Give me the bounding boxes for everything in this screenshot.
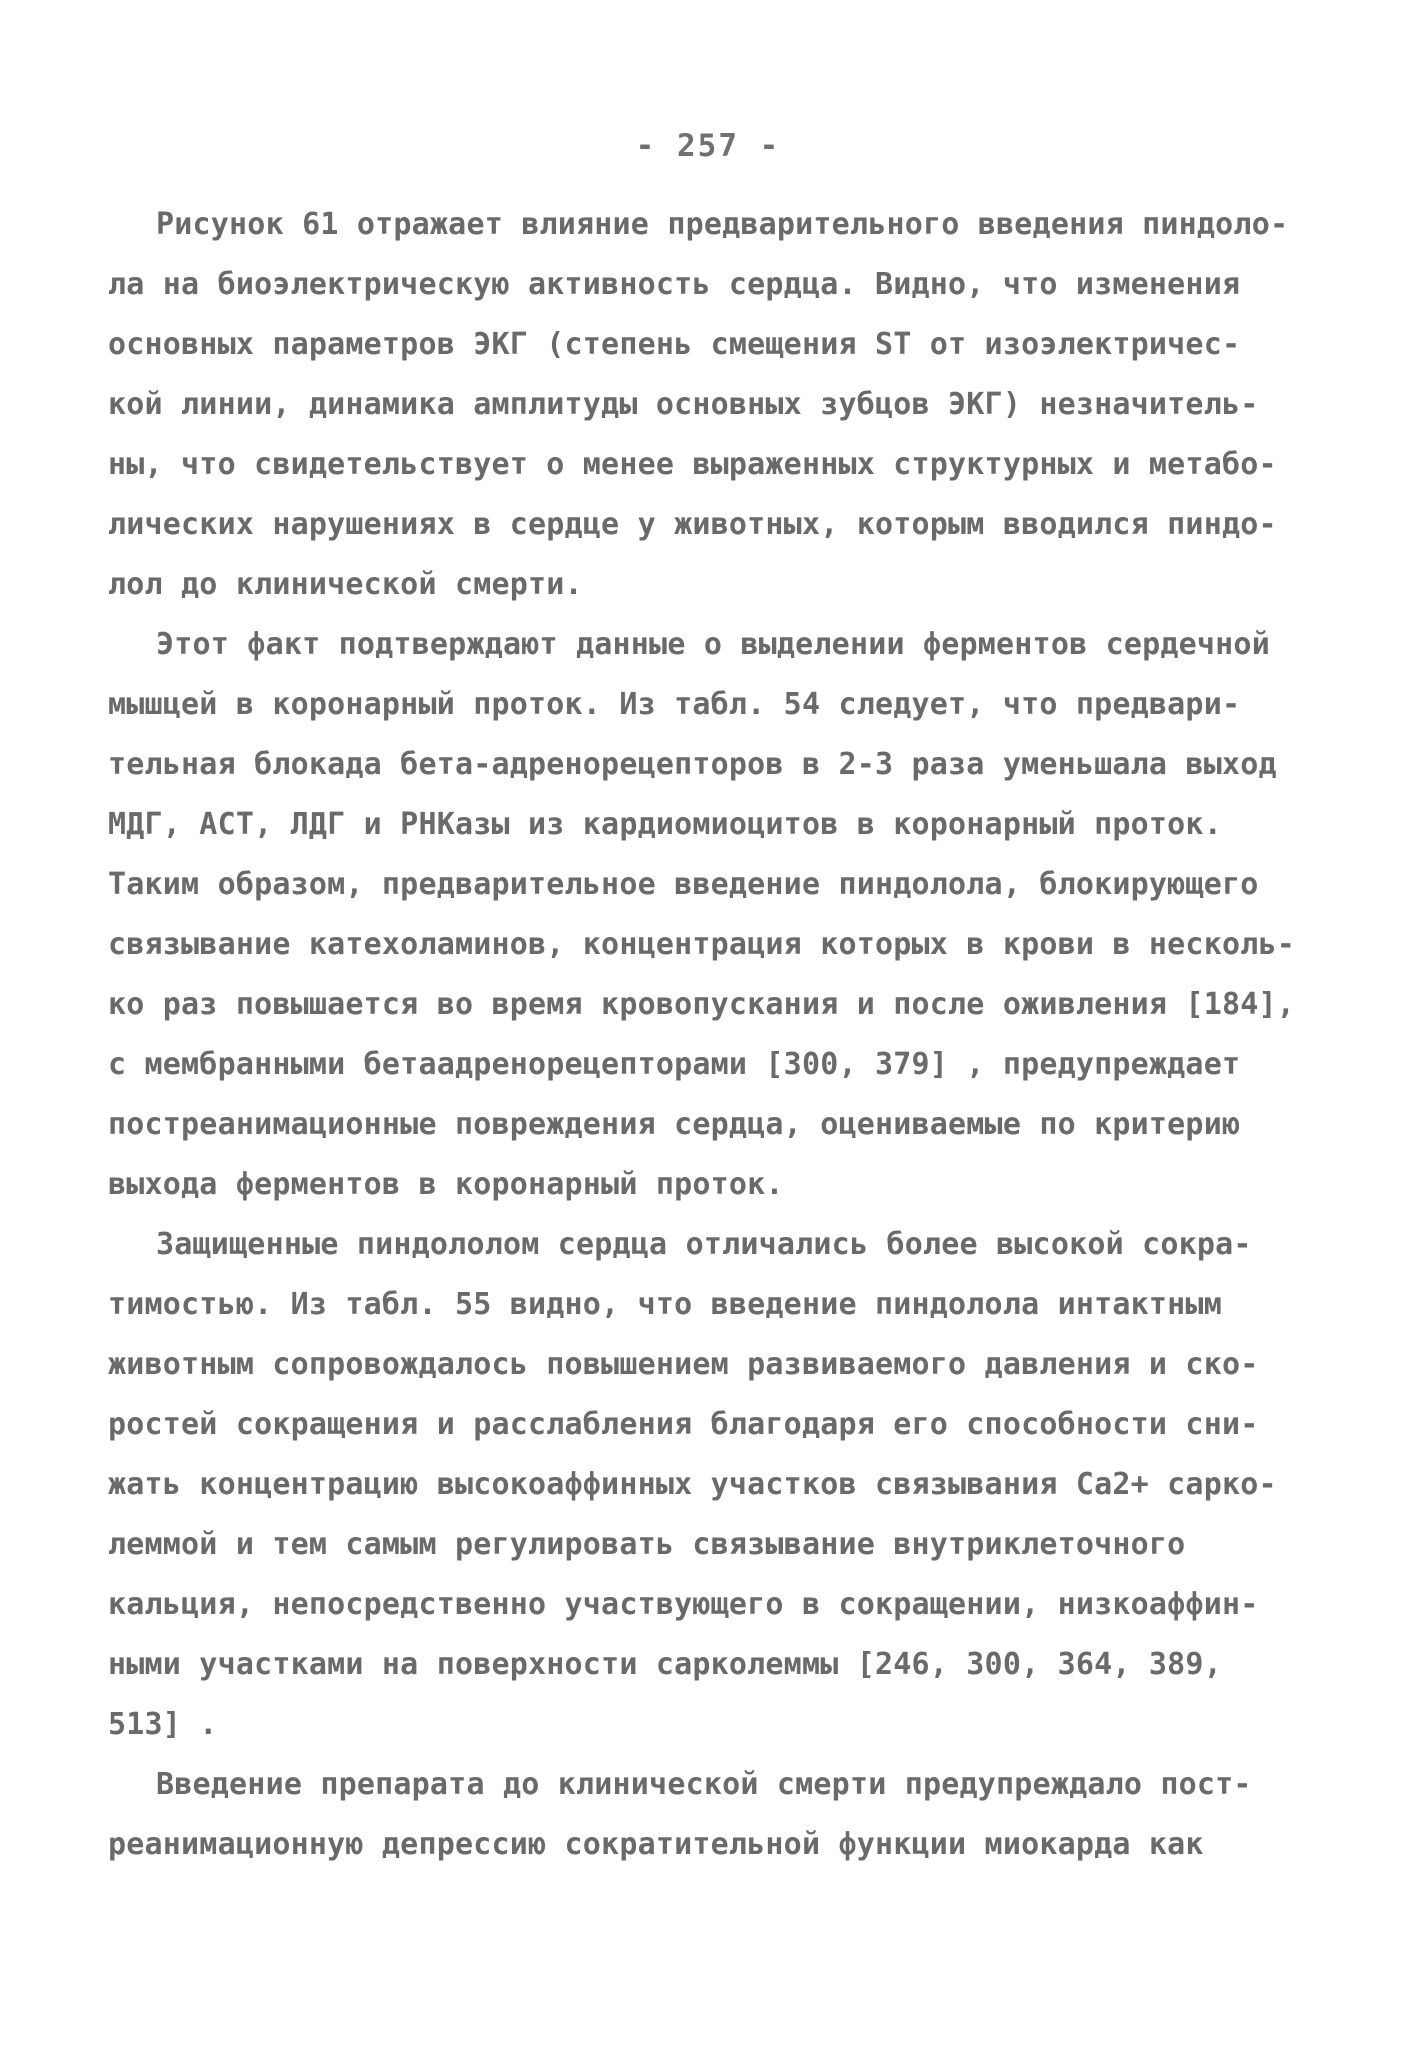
text-line: тимостью. Из табл. 55 видно, что введение пиндолола интактным bbox=[108, 1287, 1222, 1322]
text-line: леммой и тем самым регулировать связывание внутриклеточного bbox=[108, 1527, 1186, 1562]
text-line: постреанимационные повреждения сердца, оцениваемые по критерию bbox=[108, 1107, 1241, 1142]
paragraph-2 bbox=[108, 615, 1308, 1215]
text-line: тельная блокада бета-адренорецепторов в 2-3 раза уменьшала выход bbox=[108, 747, 1277, 782]
text-line: выхода ферментов в коронарный проток. bbox=[108, 1167, 784, 1202]
text-line: Этот факт подтверждают данные о выделении ферментов сердечной bbox=[156, 627, 1270, 662]
text-line: ко раз повышается во время кровопускания и после оживления [184], bbox=[108, 987, 1295, 1022]
paragraph-1 bbox=[108, 195, 1308, 615]
text-line: лических нарушениях в сердце у животных, которым вводился пиндо- bbox=[108, 507, 1277, 542]
text-line: мышцей в коронарный проток. Из табл. 54 следует, что предвари- bbox=[108, 687, 1241, 722]
text-line: жать концентрацию высокоаффинных участков связывания Ca2+ сарко- bbox=[108, 1467, 1277, 1502]
text-line: Рисунок 61 отражает влияние предварительного введения пиндоло- bbox=[156, 207, 1289, 242]
text-line: кой линии, динамика амплитуды основных зубцов ЭКГ) незначитель- bbox=[108, 387, 1259, 422]
text-line: МДГ, АСТ, ЛДГ и РНКазы из кардиомиоцитов в коронарный проток. bbox=[108, 807, 1222, 842]
text-line: реанимационную депрессию сократительной функции миокарда как bbox=[108, 1827, 1204, 1862]
text-line: кальция, непосредственно участвующего в сокращении, низкоаффин- bbox=[108, 1587, 1259, 1622]
text-line: связывание катехоламинов, концентрация которых в крови в несколь- bbox=[108, 927, 1295, 962]
page-number: - 257 - bbox=[635, 128, 781, 164]
text-line: животным сопровождалось повышением развиваемого давления и ско- bbox=[108, 1347, 1259, 1382]
text-line: Защищенные пиндололом сердца отличались более высокой сокра- bbox=[156, 1227, 1252, 1262]
text-line: ными участками на поверхности сарколеммы [246, 300, 364, 389, bbox=[108, 1647, 1222, 1682]
text-line: с мембранными бетаадренорецепторами [300, 379] , предупреждает bbox=[108, 1047, 1241, 1082]
text-line: лол до клинической смерти. bbox=[108, 567, 583, 602]
text-line: Введение препарата до клинической смерти предупреждало пост- bbox=[156, 1767, 1252, 1802]
text-line: Таким образом, предварительное введение пиндолола, блокирующего bbox=[108, 867, 1259, 902]
paragraph-4 bbox=[108, 1755, 1308, 1875]
text-line: ла на биоэлектрическую активность сердца. Видно, что изменения bbox=[108, 267, 1241, 302]
text-line: ны, что свидетельствует о менее выраженных структурных и метабо- bbox=[108, 447, 1277, 482]
paragraph-3 bbox=[108, 1215, 1308, 1755]
text-line: ростей сокращения и расслабления благодаря его способности сни- bbox=[108, 1407, 1259, 1442]
text-line: основных параметров ЭКГ (степень смещения ST от изоэлектричес- bbox=[108, 327, 1241, 362]
text-line: 513] . bbox=[108, 1707, 218, 1742]
